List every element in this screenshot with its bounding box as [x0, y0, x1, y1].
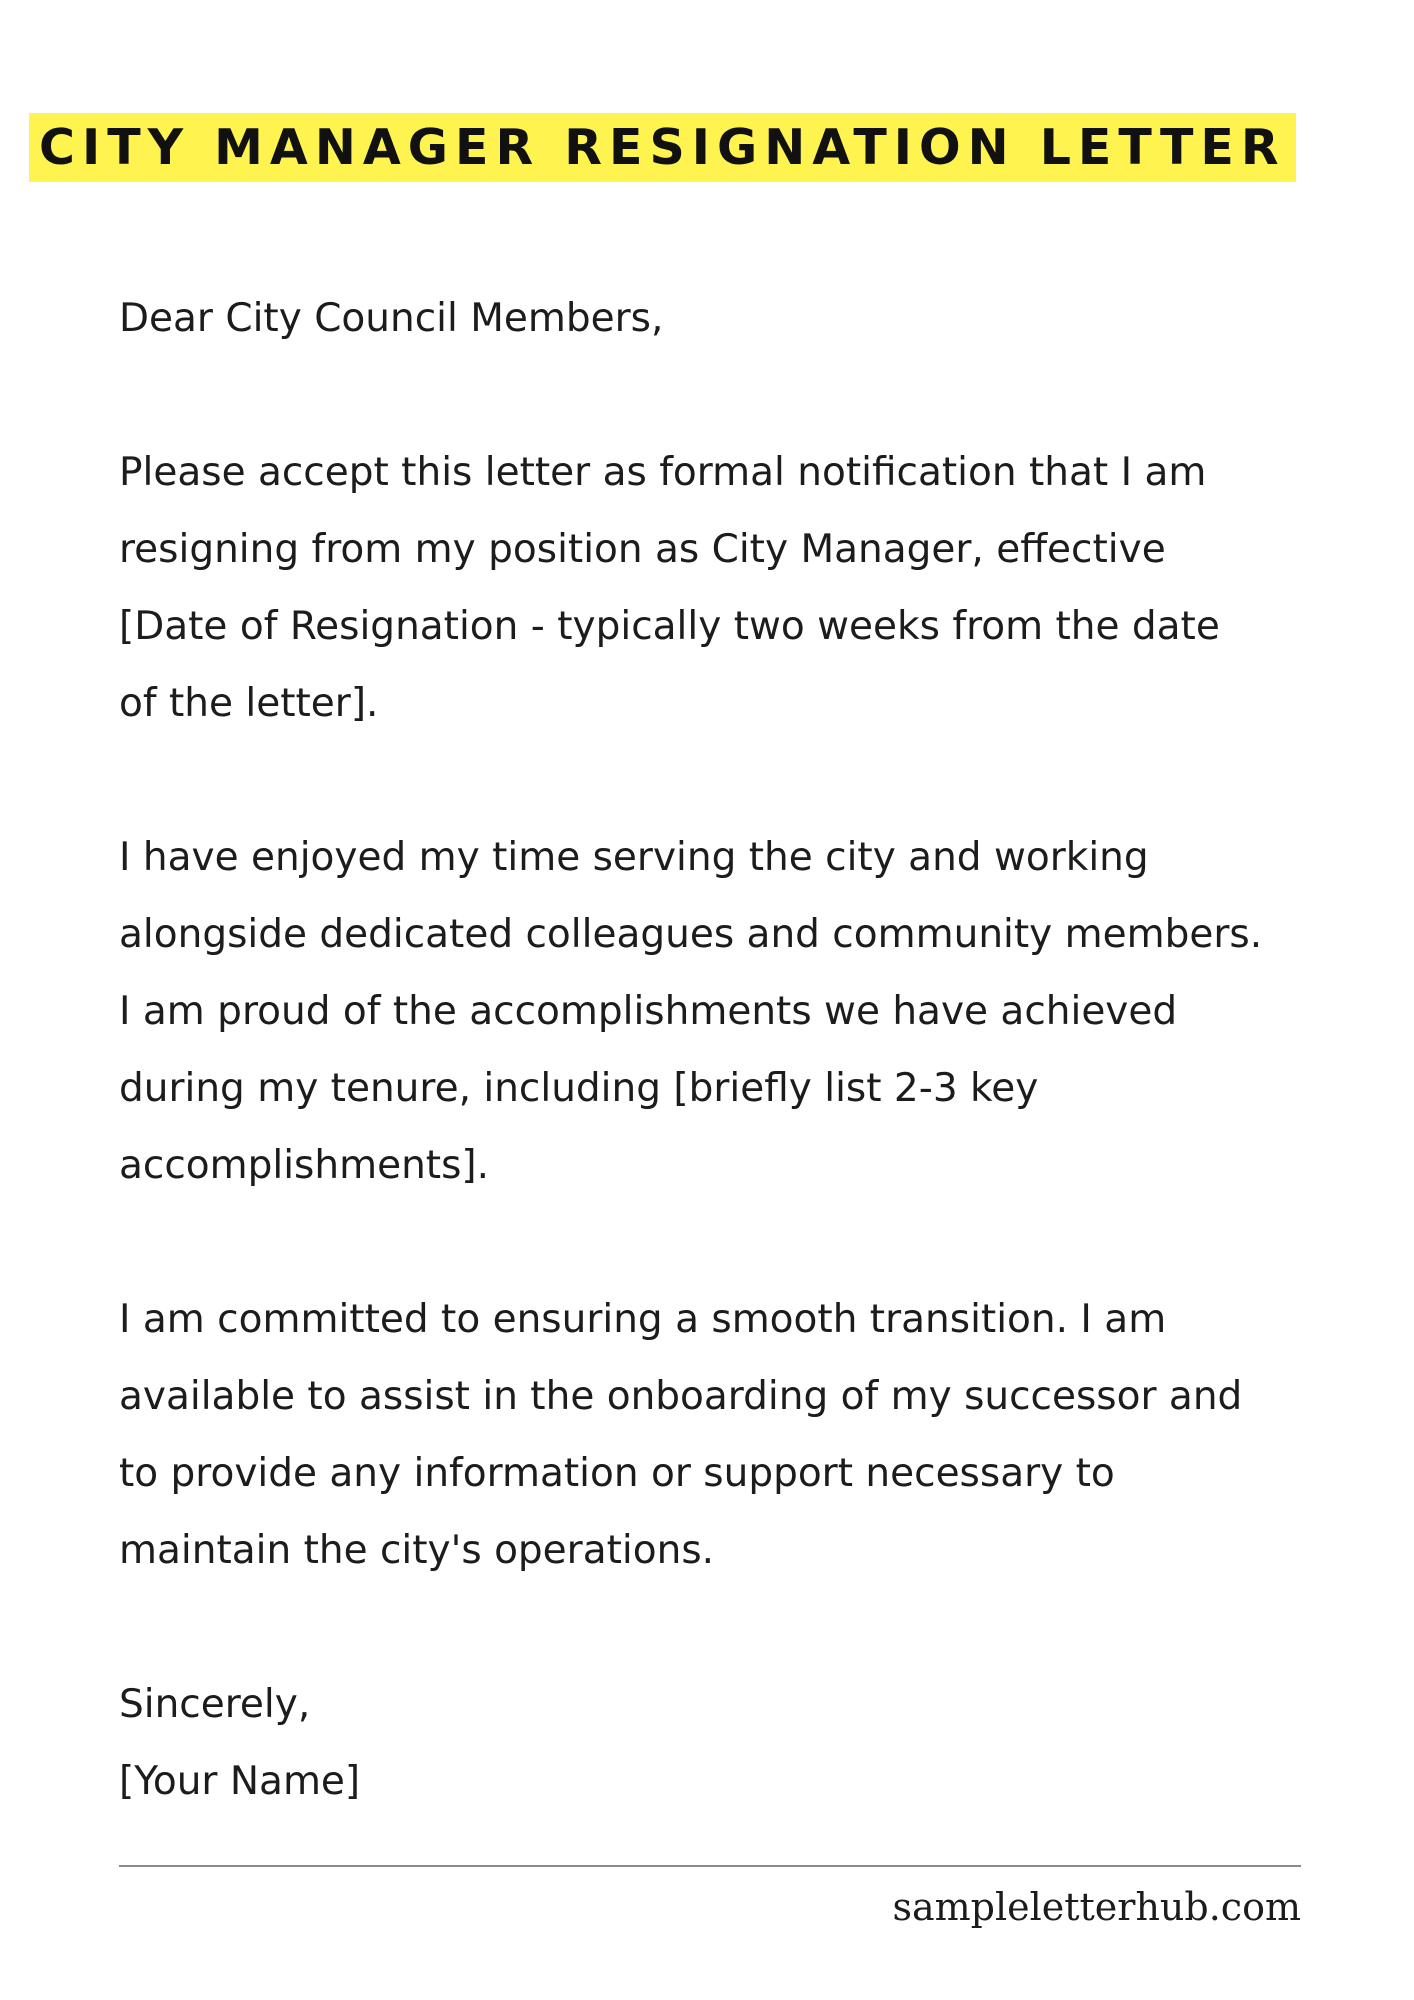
paragraph-spacer [119, 1589, 1369, 1666]
closing: Sincerely, [119, 1682, 311, 1727]
paragraph-line: I am committed to ensuring a smooth transition. I am [119, 1297, 1167, 1342]
letter-title: CITY MANAGER RESIGNATION LETTER [39, 119, 1286, 176]
paragraph-spacer [119, 357, 1369, 434]
paragraph-line: resigning from my position as City Manager, effective [119, 527, 1166, 572]
signature-placeholder: [Your Name] [119, 1759, 361, 1804]
paragraph-line: [Date of Resignation - typically two weeks from the date [119, 604, 1220, 649]
paragraph-line: maintain the city's operations. [119, 1528, 715, 1573]
paragraph-spacer [119, 1204, 1369, 1281]
paragraph-line: during my tenure, including [briefly list 2-3 key [119, 1066, 1039, 1111]
paragraph-transition [119, 1281, 1369, 1589]
letter-body [119, 280, 1369, 1820]
paragraph-spacer [119, 742, 1369, 819]
salutation: Dear City Council Members, [119, 296, 664, 341]
paragraph-line: of the letter]. [119, 681, 379, 726]
footer-site-name: sampleletterhub.com [892, 1885, 1301, 1929]
paragraph-line: Please accept this letter as formal notification that I am [119, 450, 1207, 495]
paragraph-line: accomplishments]. [119, 1143, 490, 1188]
paragraph-notification [119, 434, 1369, 742]
paragraph-line: I have enjoyed my time serving the city and working [119, 835, 1149, 880]
paragraph-accomplishments [119, 819, 1369, 1204]
footer-divider [119, 1865, 1301, 1867]
paragraph-line: alongside dedicated colleagues and community members. [119, 912, 1263, 957]
paragraph-line: I am proud of the accomplishments we have achieved [119, 989, 1178, 1034]
paragraph-line: available to assist in the onboarding of my successor and [119, 1374, 1243, 1419]
paragraph-line: to provide any information or support necessary to [119, 1451, 1115, 1496]
title-highlight [29, 113, 1296, 182]
